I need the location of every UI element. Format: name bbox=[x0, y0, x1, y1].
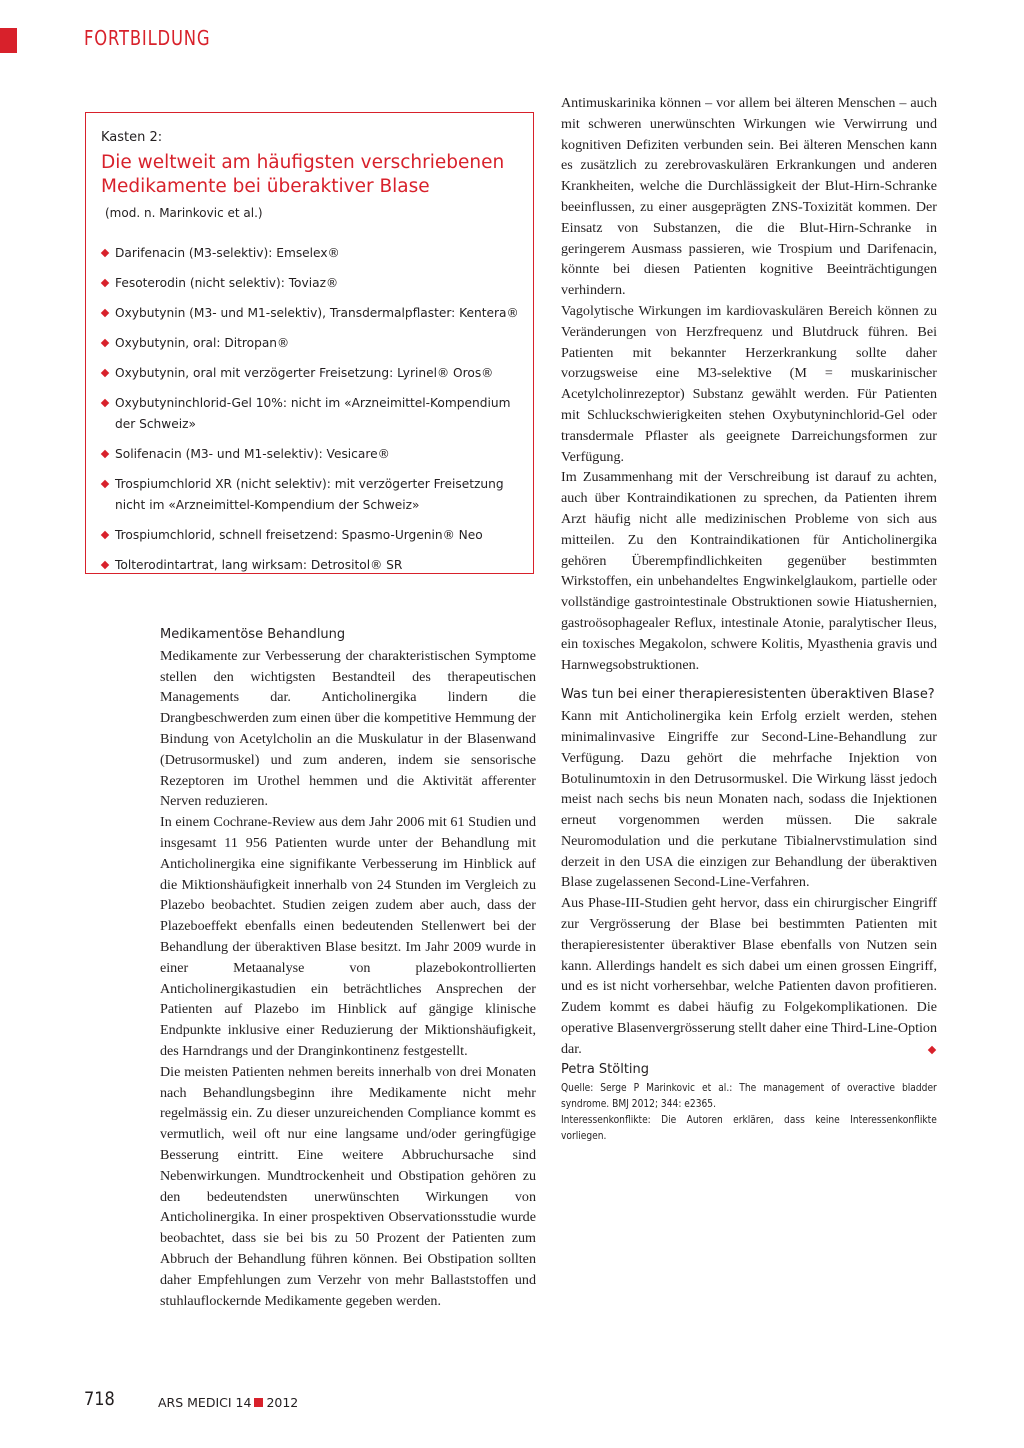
journal-name: ARS MEDICI 14 bbox=[158, 1395, 252, 1410]
separator-square-icon bbox=[254, 1398, 263, 1407]
end-diamond-icon bbox=[928, 1046, 936, 1054]
bullet-diamond-icon bbox=[101, 450, 109, 458]
bullet-diamond-icon bbox=[101, 480, 109, 488]
section-title: FORTBILDUNG bbox=[84, 26, 211, 50]
list-item bbox=[101, 363, 526, 384]
list-item bbox=[101, 303, 526, 324]
section-subhead: Medikamentöse Behandlung bbox=[160, 627, 346, 642]
bullet-diamond-icon bbox=[101, 279, 109, 287]
list-item bbox=[101, 525, 526, 546]
author-name: Petra Stölting bbox=[561, 1061, 650, 1077]
body-paragraph: Im Zusammenhang mit der Verschreibung ist darauf zu achten, auch über Kontraindikationen zu sprechen, da Patienten ihrem Arzt häufig nicht alle medizinischen Probleme von sich aus mitteilen. Zu den Kontraindikationen für Anticholinergika gehören Überempfindlichkeiten gegenüber bestimmten Wirkstoffen, ein unbehandeltes Engwinkelglaukom, partielle oder vollständige gastrointestinale Obstruktionen sowie Hiatushernien, gastroösophagealer Reflux, intestinale Atonie, paralytischer Ileus, ein toxisches Megakolon, schwere Kolitis, Myasthenia gravis und Harnwegsobstruktionen. bbox=[561, 469, 937, 673]
list-item bbox=[101, 333, 526, 354]
bullet-diamond-icon bbox=[101, 369, 109, 377]
body-paragraph: Vagolytische Wirkungen im kardiovaskulären Bereich können zu Veränderungen von Herzfrequenz und Blutdruck führen. Bei Patienten mit bekannter Herzerkrankung sollte daher vorzugsweise eine M3-selektive (M = muskarinischer Acetylcholinrezeptor) Substanz gewählt werden. Für Patienten mit Schluckschwierigkeiten stehen Oxybutyninchlorid-Gel oder transdermale Pflaster als geeignete Darreichungsformen zur Verfügung. bbox=[561, 302, 937, 465]
left-column bbox=[160, 625, 536, 1311]
body-paragraph: Kann mit Anticholinergika kein Erfolg erzielt werden, stehen minimalinvasive Eingriffe zur Second-Line-Behandlung zur Verfügung. Dazu gehört die mehrfache Injektion von Botulinumtoxin in den Detrusormuskel. Die Wirkung lässt jedoch meist nach sechs bis neun Monaten nach, sodass die Injektionen erneut vorgenommen werden müssen. Die sakrale Neuromodulation und die perkutane Tibialnervstimulation sind derzeit in den USA die einzigen zur Behandlung der überaktiven Blase zugelassenen Second-Line-Verfahren. bbox=[561, 708, 937, 891]
journal-info bbox=[158, 1395, 298, 1410]
list-item bbox=[101, 393, 526, 435]
list-item-text: Tolterodintartrat, lang wirksam: Detrositol® SR bbox=[115, 558, 403, 572]
list-item-text: Trospiumchlorid XR (nicht selektiv): mit verzögerter Freisetzung nicht im «Arzneimittel-Kompendium der Schweiz» bbox=[115, 477, 504, 512]
info-box bbox=[85, 112, 534, 574]
box-kicker: Kasten 2: bbox=[101, 130, 163, 145]
box-source: (mod. n. Marinkovic et al.) bbox=[105, 206, 263, 220]
list-item bbox=[101, 555, 526, 576]
bullet-diamond-icon bbox=[101, 309, 109, 317]
list-item bbox=[101, 243, 526, 264]
conflict-note: Interessenkonflikte: Die Autoren erklären, dass keine Interessenkonflikte vorliegen. bbox=[561, 1114, 937, 1143]
source-note: Quelle: Serge P Marinkovic et al.: The management of overactive bladder syndrome. BMJ 2012; 344: e2365. bbox=[561, 1082, 937, 1111]
page-number: 718 bbox=[84, 1388, 115, 1410]
bullet-diamond-icon bbox=[101, 249, 109, 257]
right-column bbox=[561, 93, 937, 1144]
section-marker bbox=[0, 28, 17, 53]
list-item-text: Solifenacin (M3- und M1-selektiv): Vesicare® bbox=[115, 447, 390, 461]
box-title: Die weltweit am häufigsten verschriebenen Medikamente bei überaktiver Blase bbox=[101, 152, 505, 197]
list-item bbox=[101, 273, 526, 294]
list-item-text: Trospiumchlorid, schnell freisetzend: Spasmo-Urgenin® Neo bbox=[115, 528, 483, 542]
section-subhead: Was tun bei einer therapieresistenten überaktiven Blase? bbox=[561, 687, 935, 703]
page-footer bbox=[84, 1388, 299, 1410]
list-item-text: Oxybutyninchlorid-Gel 10%: nicht im «Arzneimittel-Kompendium der Schweiz» bbox=[115, 396, 511, 431]
medication-list bbox=[101, 243, 526, 585]
list-item-text: Oxybutynin, oral: Ditropan® bbox=[115, 336, 290, 350]
bullet-diamond-icon bbox=[101, 339, 109, 347]
bullet-diamond-icon bbox=[101, 561, 109, 569]
list-item-text: Oxybutynin, oral mit verzögerter Freisetzung: Lyrinel® Oros® bbox=[115, 366, 494, 380]
body-paragraph: Medikamente zur Verbesserung der charakteristischen Symptome stellen den wichtigsten Bestandteil des therapeutischen Managements dar. Anticholinergika lindern die Drangbeschwerden zum einen über die kompetitive Hemmung der Bindung von Acetylcholin an die Muskulatur in der Blasenwand (Detrusormuskel) und zum anderen, indem sie sensorische Rezeptoren im Urothel hemmen und die Aktivität afferenter Nerven reduzieren. bbox=[160, 647, 536, 810]
list-item-text: Darifenacin (M3-selektiv): Emselex® bbox=[115, 246, 340, 260]
list-item-text: Fesoterodin (nicht selektiv): Toviaz® bbox=[115, 276, 339, 290]
bullet-diamond-icon bbox=[101, 531, 109, 539]
list-item bbox=[101, 474, 526, 516]
journal-year: 2012 bbox=[266, 1395, 299, 1410]
bullet-diamond-icon bbox=[101, 399, 109, 407]
body-paragraph: In einem Cochrane-Review aus dem Jahr 2006 mit 61 Studien und insgesamt 11 956 Patienten wurde unter der Behandlung mit Anticholinergika eine signifikante Verbesserung im Hinblick auf die Miktionshäufigkeit innerhalb von 24 Stunden im Vergleich zu Plazebo beobachtet. Studien zeigen zudem aber auch, dass der Plazeboeffekt ebenfalls einen bedeutenden Stellenwert bei der Behandlung der überaktiven Blase besitzt. Im Jahr 2009 wurde in einer Metaanalyse von plazebokontrollierten Anticholinergikastudien ein beträchtliches Ansprechen der Patienten auf Plazebo im Hinblick auf gängige klinische Endpunkte inklusive einer Reduzierung der Miktionshäufigkeit, des Harndrangs und der Dranginkontinenz festgestellt. bbox=[160, 814, 536, 1059]
list-item-text: Oxybutynin (M3- und M1-selektiv), Transdermalpflaster: Kentera® bbox=[115, 306, 519, 320]
body-paragraph-text: Aus Phase-III-Studien geht hervor, dass ein chirurgischer Eingriff zur Vergrösserung der Blase bei bestimmten Patienten mit therapieresistenter überaktiver Blase ebenfalls von Nutzen sein kann. Allerdings handelt es sich dabei um einen grossen Eingriff, und es ist nicht vorhersehbar, welche Patienten davon profitieren. Zudem kommt es dabei häufig zu Folgekomplikationen. Die operative Blasenvergrösserung stellt daher eine Third-Line-Option dar. bbox=[561, 895, 937, 1057]
body-paragraph: Die meisten Patienten nehmen bereits innerhalb von drei Monaten nach Behandlungsbeginn ihre Medikamente nicht mehr regelmässig ein. Zu dieser unzureichenden Compliance kommt es vermutlich, weil oft nur eine langsame und/oder geringfügige Besserung eintritt. Eine weitere Abbruchursache sind Nebenwirkungen. Mundtrockenheit und Obstipation gehören zu den bedeutendsten unerwünschten Wirkungen von Anticholinergika. In einer prospektiven Observationsstudie wurde beobachtet, dass sie bei bis zu 50 Prozent der Patienten zum Abbruch der Behandlung führen können. Bei Obstipation sollten daher Empfehlungen zum Verzehr von mehr Ballaststoffen und stuhlauflockernde Medikamente gegeben werden. bbox=[160, 1063, 536, 1309]
list-item bbox=[101, 444, 526, 465]
body-paragraph-last bbox=[561, 893, 937, 1059]
body-paragraph: Antimuskarinika können – vor allem bei älteren Menschen – auch mit schweren unerwünschten Wirkungen wie Verwirrung und kognitiven Defiziten verbunden sein. Bei älteren Menschen kann es zusätzlich zu zerebrovaskulären Erkrankungen und anderen Krankheiten, welche die Durchlässigkeit der Blut-Hirn-Schranke beeinflussen, zu einer ausgeprägten ZNS-Toxizität kommen. Der Einsatz von Substanzen, die die Blut-Hirn-Schranke in geringerem Ausmass passieren, wie Trospium und Darifenacin, könnte bei diesen Patienten kognitive Beeinträchtigungen verhindern. bbox=[561, 95, 937, 299]
